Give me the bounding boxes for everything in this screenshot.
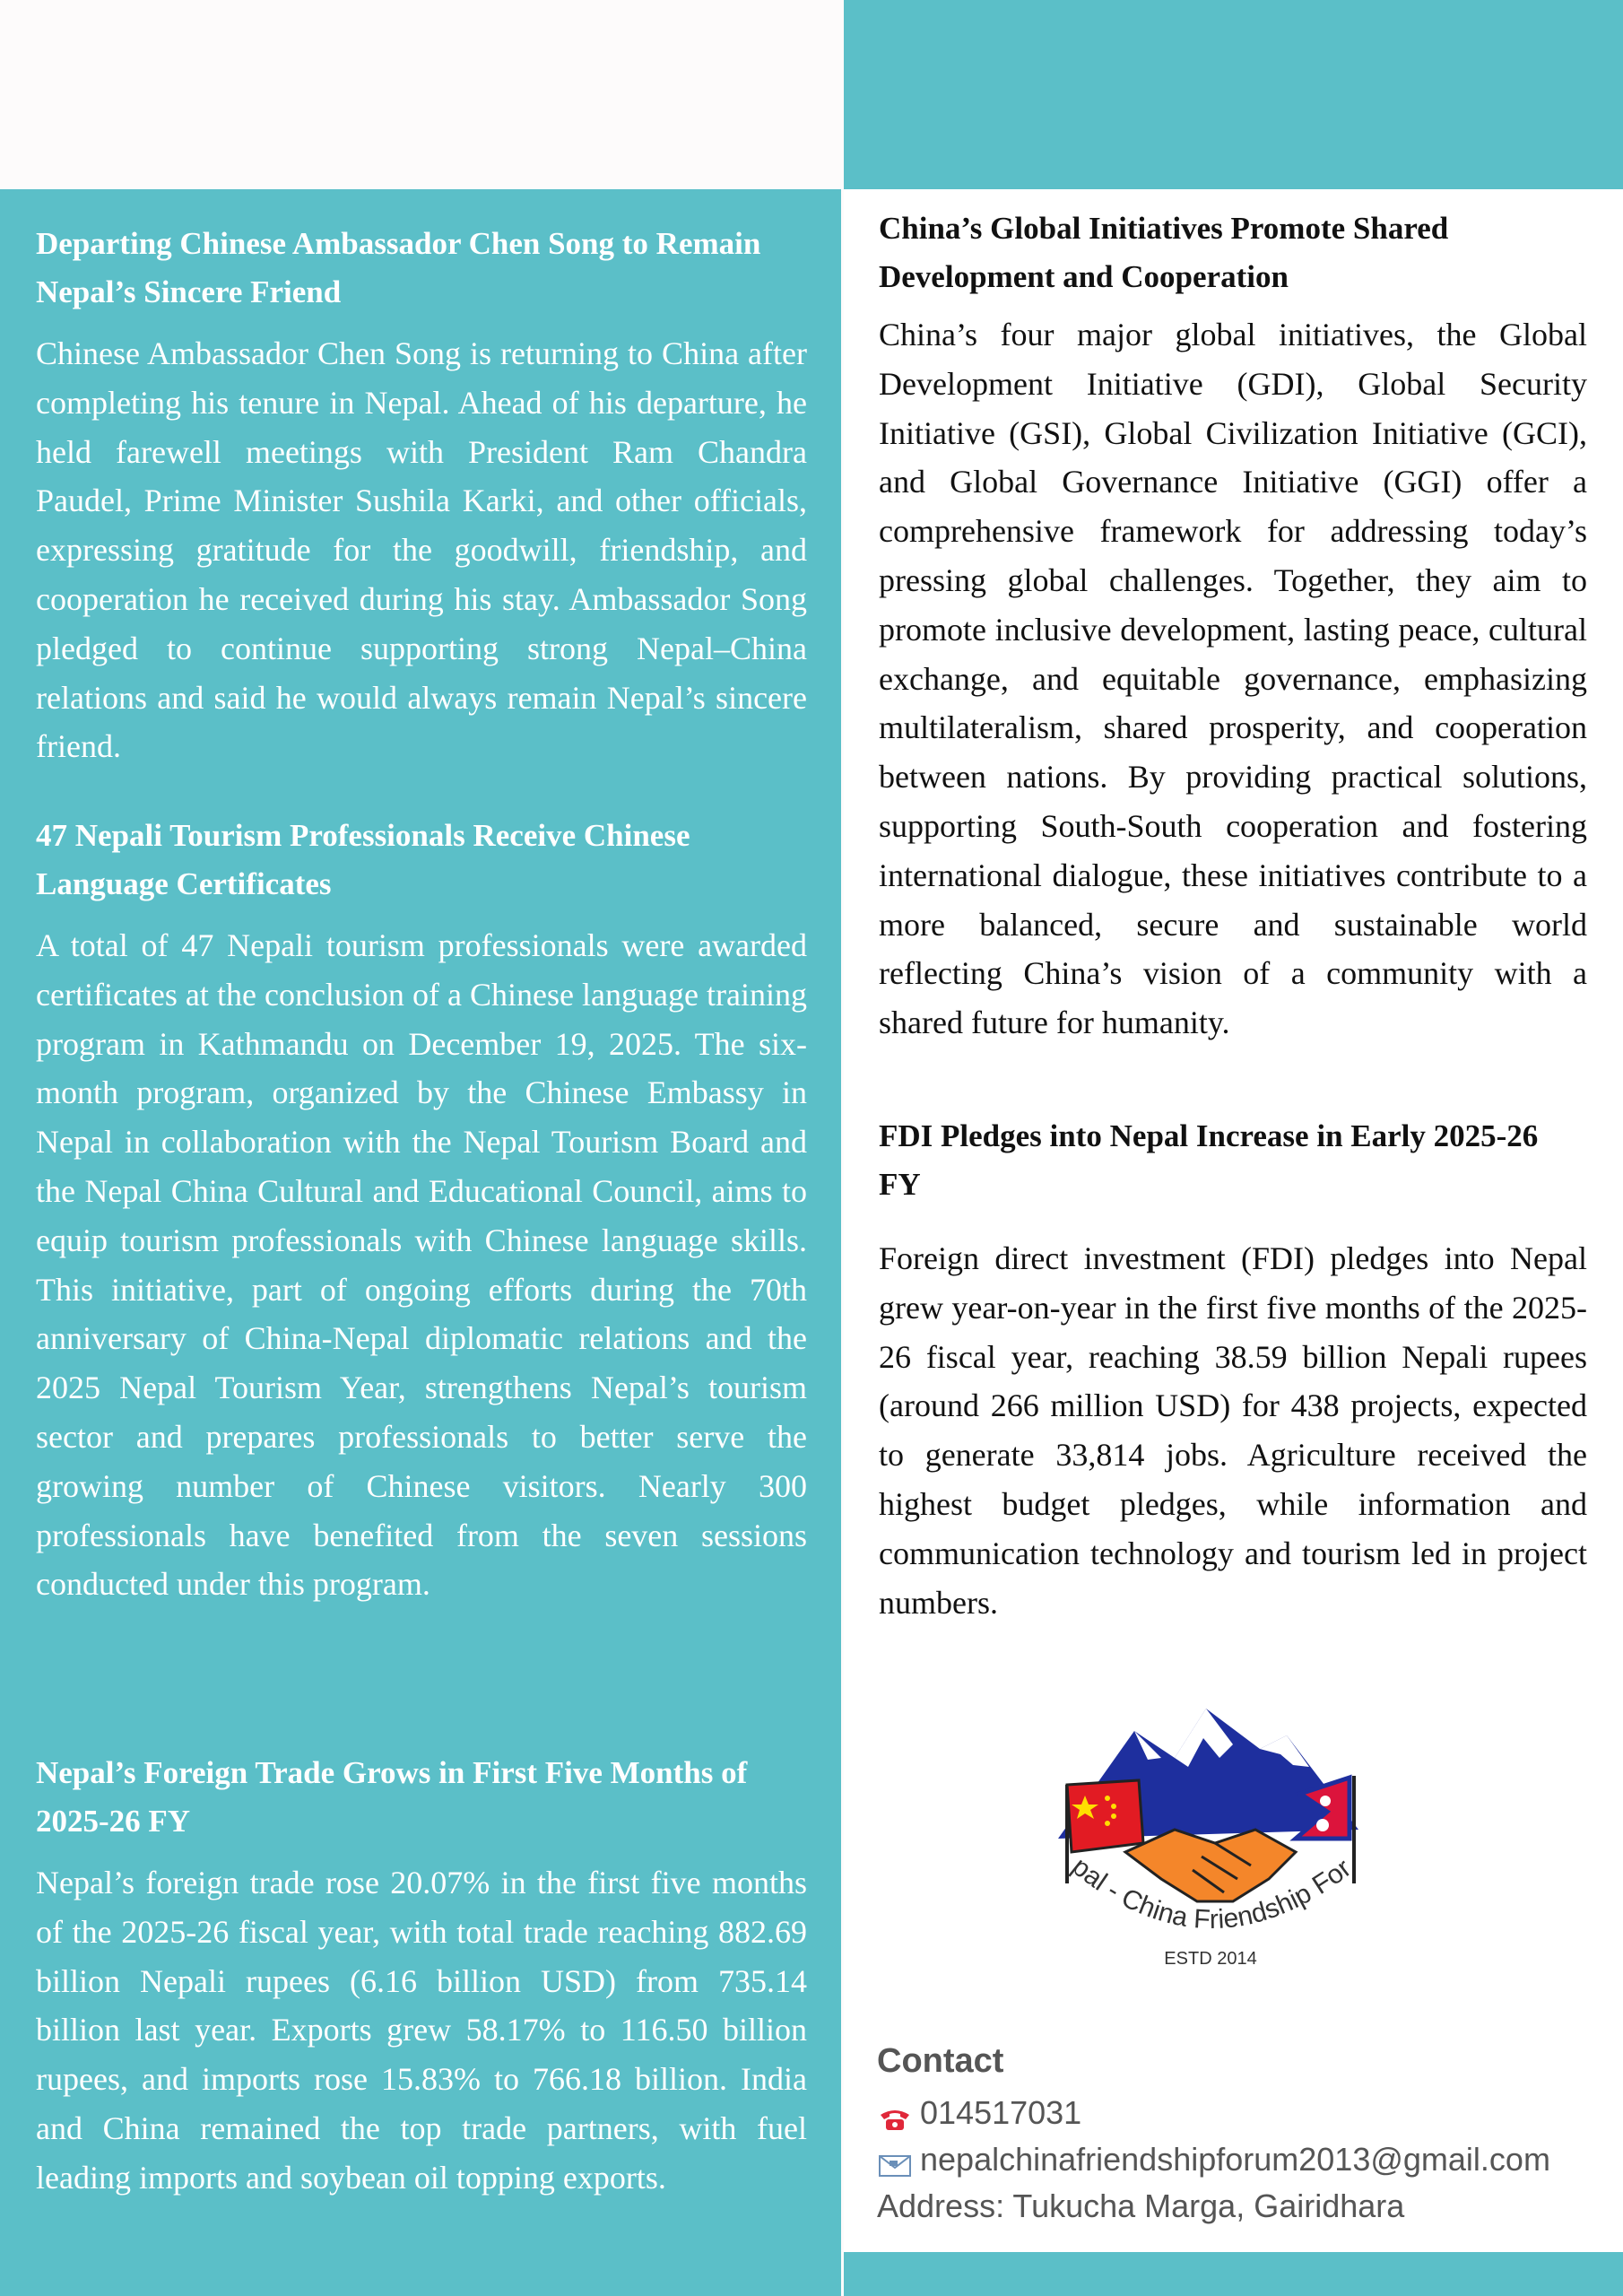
article-title: 47 Nepali Tourism Professionals Receive Chinese Language Certificates xyxy=(36,818,690,901)
article-body: A total of 47 Nepali tourism professionals were awarded certificates at the conclusion of a Chinese language training program in Kathmandu on December 19, 2025. The six-month program, organized by the Chinese Embassy in Nepal in collaboration with the Nepal Tourism Board and the Nepal China Cultural and Educational Council, aims to equip tourism professionals with Chinese language skills. This initiative, part of ongoing efforts during the 70th anniversary of China-Nepal diplomatic relations and the 2025 Nepal Tourism Year, strengthens Nepal’s tourism sector and prepares professionals to better serve the growing number of Chinese visitors. Nearly 300 professionals have benefited from the seven sessions conducted under this program. xyxy=(36,927,807,1603)
top-right-band xyxy=(844,0,1623,189)
article-body: Chinese Ambassador Chen Song is returning to China after completing his tenure in Nepal. Ahead of his departure, he held farewell meetings with President Ram Chandra Paudel, Prime Minister Sushila Karki, and other officials, expressing gratitude for the goodwill, friendship, and cooperation he received during his stay. Ambassador Song pledged to continue supporting strong Nepal–China relations and said he would always remain Nepal’s sincere friend. xyxy=(36,335,807,765)
article-title: Departing Chinese Ambassador Chen Song to Remain Nepal’s Sincere Friend xyxy=(36,226,761,309)
article-fdi-pledges xyxy=(879,1112,1587,1627)
article-title: Nepal’s Foreign Trade Grows in First Five Months of 2025-26 FY xyxy=(36,1755,748,1839)
logo-name: pal - China Friendship For xyxy=(1066,1851,1358,1935)
article-title: FDI Pledges into Nepal Increase in Early 2025-26 FY xyxy=(879,1118,1539,1202)
contact-heading: Contact xyxy=(877,2042,1004,2080)
article-title: China’s Global Initiatives Promote Shared Development and Cooperation xyxy=(879,211,1449,294)
contact-block xyxy=(877,2038,1594,2230)
article-tourism-certificates xyxy=(36,812,807,1609)
logo-estd: ESTD 2014 xyxy=(1164,1949,1257,1969)
article-body: China’s four major global initiatives, the Global Development Initiative (GDI), Global Security Initiative (GSI), Global Civilization Initiative (GCI), and Global Governance Initiative (GGI) offer a comprehensive framework for addressing today’s pressing global challenges. Together, they aim to promote inclusive development, lasting peace, cultural exchange, and equitable governance, emphasizing multilateralism, shared prosperity, and cooperation between nations. By providing practical solutions, supporting South-South cooperation and fostering international dialogue, these initiatives contribute to a more balanced, secure and sustainable world reflecting China’s vision of a community with a shared future for humanity. xyxy=(879,317,1587,1041)
contact-address: Address: Tukucha Marga, Gairidhara xyxy=(877,2187,1405,2224)
article-foreign-trade xyxy=(36,1749,807,2203)
telephone-icon xyxy=(877,2099,915,2127)
article-ambassador xyxy=(36,220,807,771)
contact-phone[interactable]: 014517031 xyxy=(920,2094,1082,2131)
contact-phone-line xyxy=(877,2090,1594,2136)
article-body: Nepal’s foreign trade rose 20.07% in the first five months of the 2025-26 fiscal year, with total trade reaching 882.69 billion Nepali rupees (6.16 billion USD) from 735.14 billion last year. Exports grew 58.17% to 116.50 billion rupees, and imports rose 15.83% to 766.18 billion. India and China remained the top trade partners, with fuel leading imports and soybean oil topping exports. xyxy=(36,1865,807,2196)
article-global-initiatives xyxy=(879,204,1587,1048)
bottom-right-band xyxy=(844,2252,1623,2296)
contact-email[interactable]: nepalchinafriendshipforum2013@gmail.com xyxy=(920,2141,1550,2178)
forum-logo xyxy=(1040,1695,1381,1973)
logo-emblem xyxy=(1040,1695,1381,1973)
envelope-icon xyxy=(877,2145,915,2174)
contact-email-line xyxy=(877,2136,1594,2183)
article-body: Foreign direct investment (FDI) pledges into Nepal grew year-on-year in the first five months of the 2025-26 fiscal year, reaching 38.59 billion Nepali rupees (around 266 million USD) for 438 projects, expected to generate 33,814 jobs. Agriculture received the highest budget pledges, while information and communication technology and tourism led in project numbers. xyxy=(879,1240,1587,1621)
